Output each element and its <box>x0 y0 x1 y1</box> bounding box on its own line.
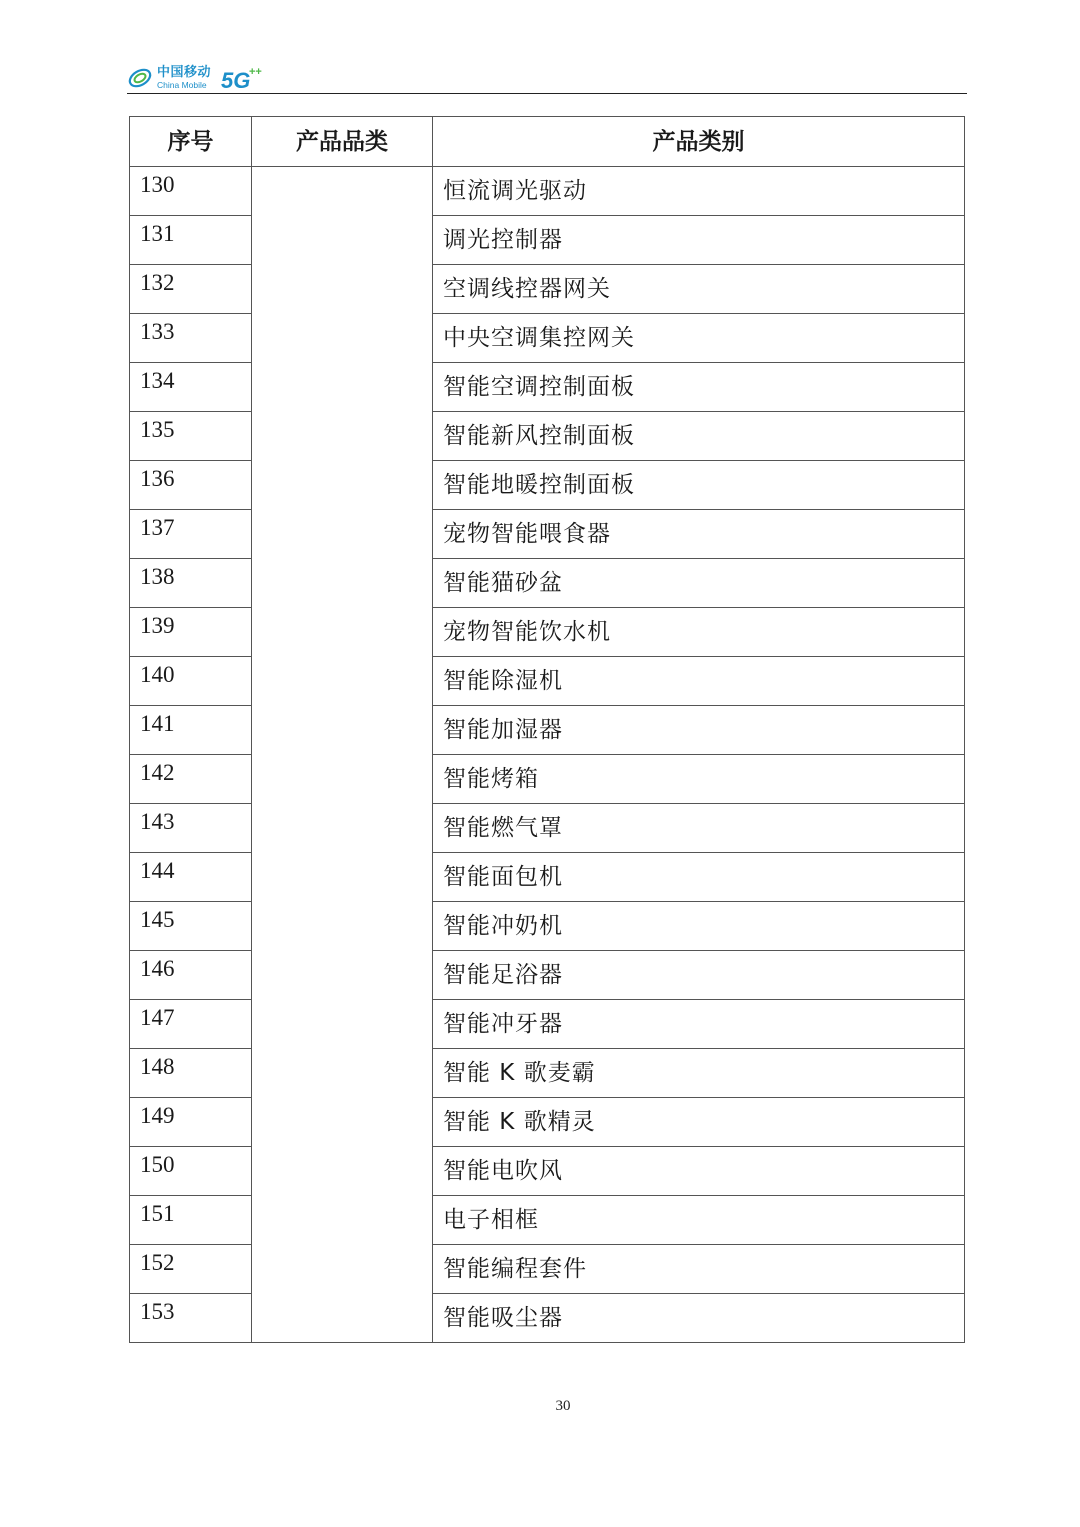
product-type-cell: 调光控制器 <box>433 216 965 265</box>
5g-logo <box>219 64 265 92</box>
product-type-cell: 空调线控器网关 <box>433 265 965 314</box>
product-type-cell: 智能电吹风 <box>433 1147 965 1196</box>
product-type-cell: 智能 K 歌精灵 <box>433 1098 965 1147</box>
row-number: 146 <box>130 951 252 1000</box>
5g-plus-icon: ++ <box>249 66 262 78</box>
product-type-cell: 智能足浴器 <box>433 951 965 1000</box>
table-row <box>130 167 965 216</box>
row-number: 147 <box>130 1000 252 1049</box>
row-number: 150 <box>130 1147 252 1196</box>
row-number: 131 <box>130 216 252 265</box>
column-header-category: 产品品类 <box>252 117 433 167</box>
row-number: 145 <box>130 902 252 951</box>
5g-logo-text: 5G <box>221 68 251 92</box>
row-number: 136 <box>130 461 252 510</box>
row-number: 137 <box>130 510 252 559</box>
row-number: 132 <box>130 265 252 314</box>
column-header-number: 序号 <box>130 117 252 167</box>
product-type-cell: 宠物智能饮水机 <box>433 608 965 657</box>
product-type-cell: 电子相框 <box>433 1196 965 1245</box>
row-number: 134 <box>130 363 252 412</box>
row-number: 135 <box>130 412 252 461</box>
product-type-cell: 智能燃气罩 <box>433 804 965 853</box>
header-divider <box>127 93 967 94</box>
product-type-cell: 智能面包机 <box>433 853 965 902</box>
row-number: 143 <box>130 804 252 853</box>
product-type-cell: 智能编程套件 <box>433 1245 965 1294</box>
product-type-cell: 智能空调控制面板 <box>433 363 965 412</box>
product-type-cell: 智能冲牙器 <box>433 1000 965 1049</box>
logo-chinese-text: 中国移动 <box>157 65 212 81</box>
row-number: 142 <box>130 755 252 804</box>
product-type-cell: 恒流调光驱动 <box>433 167 965 216</box>
product-type-cell: 智能新风控制面板 <box>433 412 965 461</box>
product-type-cell: 中央空调集控网关 <box>433 314 965 363</box>
row-number: 144 <box>130 853 252 902</box>
row-number: 149 <box>130 1098 252 1147</box>
row-number: 141 <box>130 706 252 755</box>
row-number: 153 <box>130 1294 252 1343</box>
product-type-cell: 智能烤箱 <box>433 755 965 804</box>
product-type-cell: 智能 K 歌麦霸 <box>433 1049 965 1098</box>
product-type-cell: 智能冲奶机 <box>433 902 965 951</box>
row-number: 138 <box>130 559 252 608</box>
page-number: 30 <box>555 1398 571 1414</box>
product-table <box>129 116 965 1343</box>
china-mobile-logo <box>127 62 265 94</box>
product-type-cell: 智能加湿器 <box>433 706 965 755</box>
product-type-cell: 智能除湿机 <box>433 657 965 706</box>
product-category-cell <box>252 167 433 1343</box>
table-header-row <box>130 117 965 167</box>
row-number: 151 <box>130 1196 252 1245</box>
product-type-cell: 智能地暖控制面板 <box>433 461 965 510</box>
table-body <box>130 167 965 1343</box>
row-number: 133 <box>130 314 252 363</box>
column-header-type: 产品类别 <box>433 117 965 167</box>
row-number: 139 <box>130 608 252 657</box>
row-number: 152 <box>130 1245 252 1294</box>
product-type-cell: 智能猫砂盆 <box>433 559 965 608</box>
logo-english-text: China Mobile <box>157 80 207 91</box>
row-number: 148 <box>130 1049 252 1098</box>
row-number: 130 <box>130 167 252 216</box>
product-type-cell: 智能吸尘器 <box>433 1294 965 1343</box>
product-type-cell: 宠物智能喂食器 <box>433 510 965 559</box>
china-mobile-logo-icon <box>127 65 153 91</box>
row-number: 140 <box>130 657 252 706</box>
